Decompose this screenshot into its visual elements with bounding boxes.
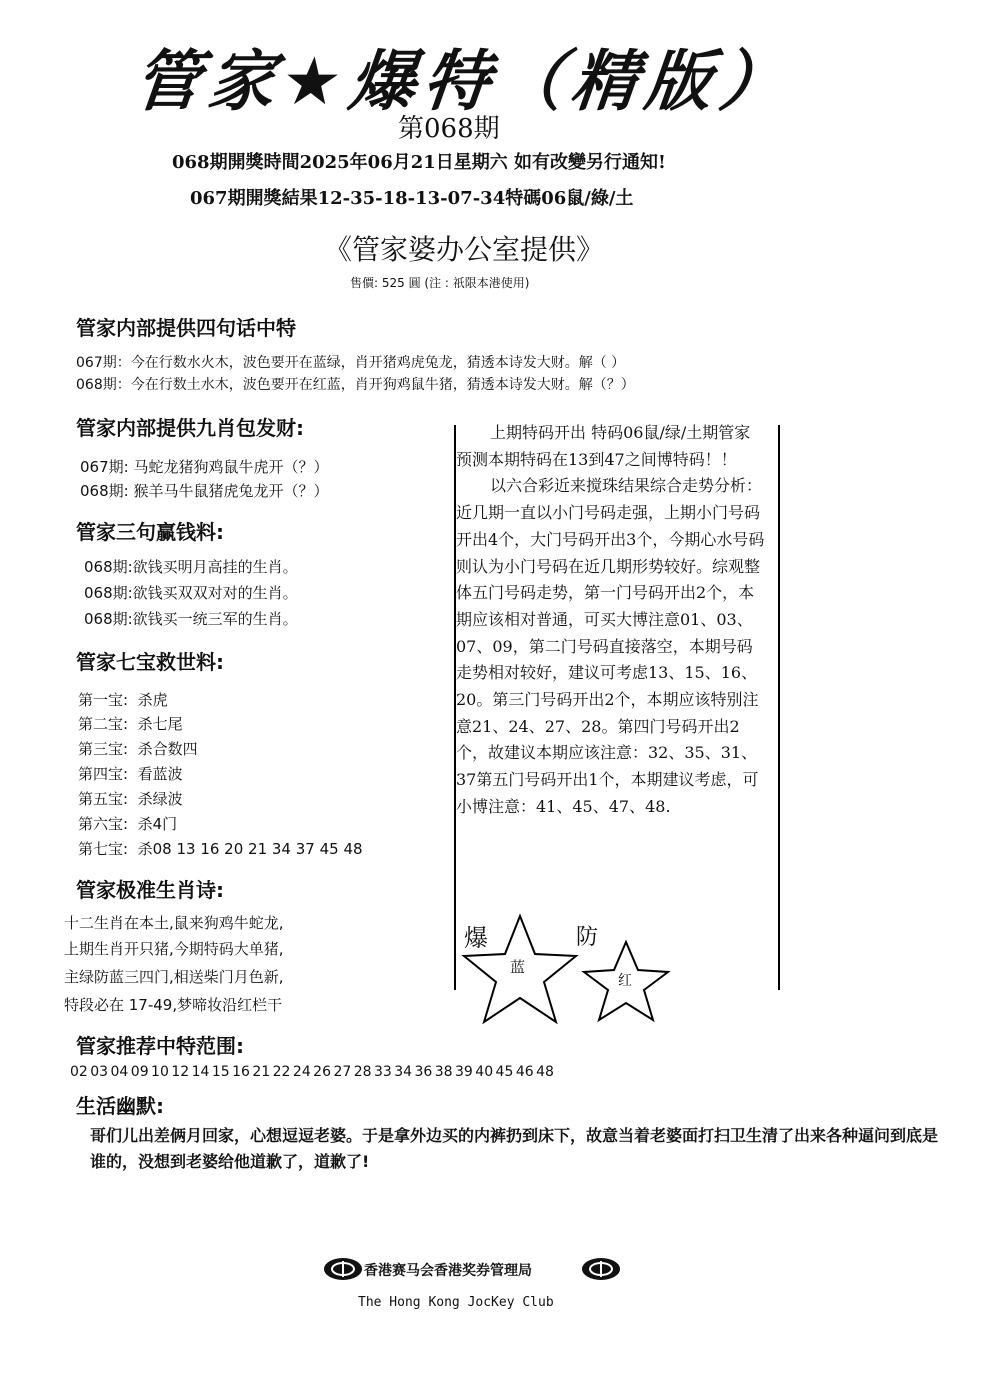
jockey-club-cn: 香港赛马会香港奖券管理局 [364,1263,532,1279]
page-title: 管家★爆特（精版） [130,43,798,120]
four-sentences-line-068: 068期：今在行数土水木，波色要开在红蓝，肖开狗鸡鼠牛猪，猜透本诗发大财。解（？） [76,377,635,393]
issue-number: 第068期 [398,114,500,144]
poem-line-4: 特段必在 17-49,梦啼妆沿红栏干 [64,996,283,1014]
star-right-inner: 红 [618,973,632,989]
treasure-item: 第二宝: 杀七尾 [78,715,183,733]
section-seven-treasures-heading: 管家七宝救世料: [76,650,224,674]
treasure-item: 第一宝: 杀虎 [78,691,168,709]
star-left-inner: 蓝 [510,958,526,976]
treasure-item: 第六宝: 杀4门 [78,815,178,833]
star-right-label: 防 [576,925,599,950]
draw-time: 068期開獎時間2025年06月21日星期六 如有改變另行通知! [172,152,666,173]
three-sentences-line-2: 068期:欲钱买双双对对的生肖。 [84,584,298,602]
section-humor-heading: 生活幽默: [76,1094,164,1118]
previous-result: 067期開獎結果12-35-18-13-07-34特碼06鼠/綠/土 [190,188,634,209]
treasure-item: 第三宝: 杀合数四 [78,740,198,758]
analysis-paragraph-1: 上期特码开出 特码06鼠/绿/土期管家预测本期特码在13到47之间博特码！！ [456,423,751,469]
treasure-item: 第四宝: 看蓝波 [78,765,183,783]
stars-graphic [456,912,676,1024]
section-three-sentences-heading: 管家三句赢钱料: [76,520,224,544]
analysis-paragraph-2: 以六合彩近来搅珠结果综合走势分析：近几期一直以小门号码走强，上期小门号码开出4个，大门号码开出3个，今期心水号码则认为小门号码在近几期形势较好。综观整体五门号码走势，第一门号码开出2个，本期应该相对普通，可买大博注意01、03、07、09，第二门号码直接落空，本期号码走势相对较好，建议可考虑13、15、16、20。第三门号码开出2个，本期应该特别注意21、24、27、28。第四门号码开出2个，故建议本期应该注意：32、35、31、37第五门号码开出1个，本期建议考虑，可小博注意：41、45、47、48. [456,476,765,816]
section-four-sentences-heading: 管家内部提供四句话中特 [76,316,296,340]
jockey-club-en: The Hong Kong JocKey Club [358,1295,554,1310]
star-left-label: 爆 [464,924,488,952]
office-credit: 《管家婆办公室提供》 [324,233,605,266]
section-range-heading: 管家推荐中特范围: [76,1034,244,1058]
four-sentences-line-067: 067期：今在行数水火木，波色要开在蓝绿，肖开猪鸡虎兔龙，猜透本诗发大财。解（ ） [76,355,626,371]
treasure-item: 第五宝: 杀绿波 [78,790,183,808]
price-note: 售價: 525 圓 (注 : 祇限本港使用) [350,276,530,290]
humor-text: 哥们儿出差俩月回家，心想逗逗老婆。于是拿外边买的内裤扔到床下，故意当着老婆面打扫卫生清了出来各种逼问到底是谁的，没想到老婆给他道歉了，道歉了! [90,1126,939,1171]
nine-zodiac-line-068: 068期: 猴羊马牛鼠猪虎兔龙开（？） [80,482,329,500]
poem-line-1: 十二生肖在本土,鼠来狗鸡牛蛇龙, [64,914,284,932]
analysis-text [456,420,766,821]
range-numbers: 02 03 04 09 10 12 14 15 16 21 22 24 26 27 28 33 34 36 38 39 40 45 46 48 [70,1064,554,1080]
poem-line-2: 上期生肖开只猪,今期特码大单猪, [64,940,284,958]
section-zodiac-poem-heading: 管家极准生肖诗: [76,878,224,902]
three-sentences-line-3: 068期:欲钱买一统三军的生肖。 [84,610,298,628]
poem-line-3: 主绿防蓝三四门,相送柴门月色新, [64,968,284,986]
nine-zodiac-line-067: 067期: 马蛇龙猪狗鸡鼠牛虎开（？） [80,458,329,476]
three-sentences-line-1: 068期:欲钱买明月高挂的生肖。 [84,558,298,576]
treasure-item: 第七宝: 杀08 13 16 20 21 34 37 45 48 [78,840,363,858]
jockey-club-logo-right-icon [580,1256,622,1282]
jockey-club-logo-left-icon [322,1256,364,1282]
section-nine-zodiac-heading: 管家内部提供九肖包发财: [76,416,304,440]
